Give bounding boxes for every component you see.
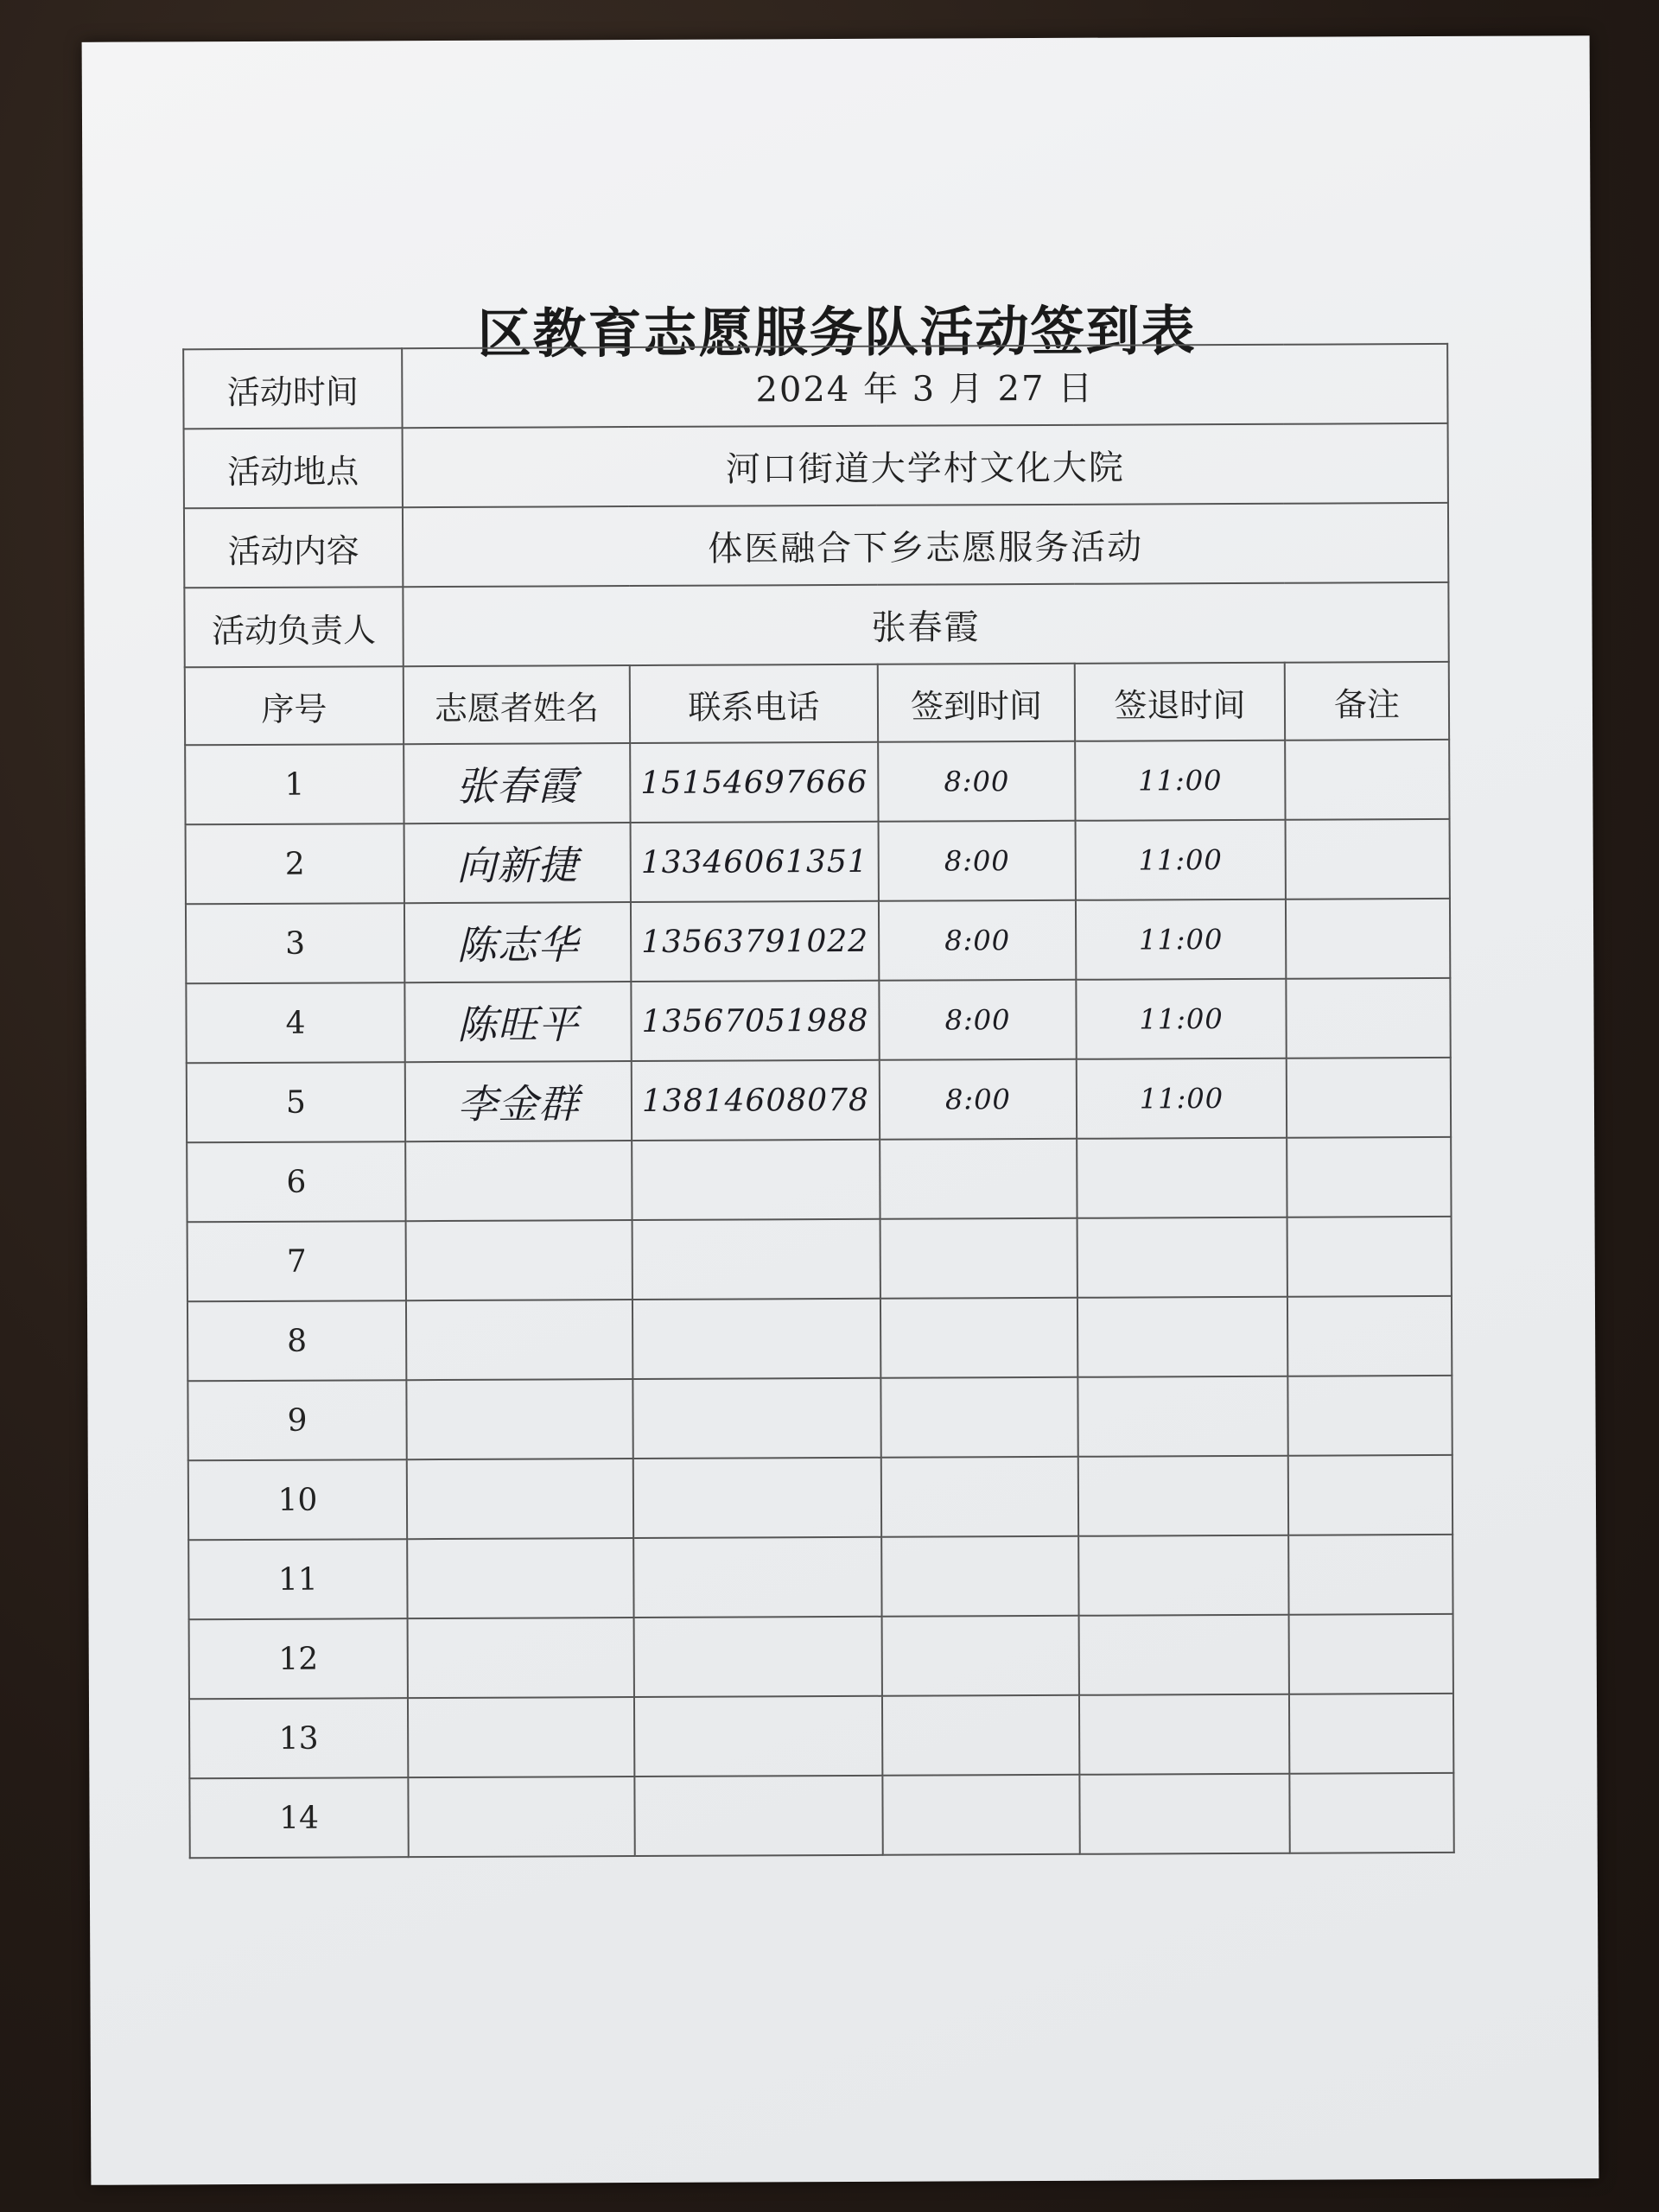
form-title: 区教育志愿服务队活动签到表 <box>477 299 1197 365</box>
column-header: 备注 <box>1285 662 1449 741</box>
row-number: 9 <box>188 1380 406 1460</box>
sign-in-time <box>881 1536 1078 1617</box>
remarks-cell <box>1285 740 1449 820</box>
row-number: 7 <box>188 1221 406 1301</box>
row-number: 5 <box>187 1062 405 1142</box>
volunteer-name-signature <box>408 1697 634 1777</box>
volunteer-name-signature: 张春霞 <box>404 743 630 823</box>
phone-number <box>632 1219 880 1300</box>
sign-out-time <box>1078 1456 1288 1536</box>
row-number: 4 <box>186 982 404 1063</box>
table-row <box>188 1296 1452 1381</box>
volunteer-name-signature <box>405 1141 632 1221</box>
table-row <box>188 1455 1452 1540</box>
sign-in-time <box>882 1775 1079 1855</box>
phone-number: 13346061351 <box>631 822 879 902</box>
phone-number: 13567051988 <box>631 981 879 1061</box>
row-number: 13 <box>189 1698 408 1778</box>
table-row <box>186 978 1450 1063</box>
row-number: 1 <box>185 744 404 824</box>
sign-in-time <box>880 1377 1077 1458</box>
remarks-cell <box>1287 1217 1452 1297</box>
table-row <box>188 1535 1452 1619</box>
volunteer-name-signature <box>407 1538 633 1618</box>
sign-in-time: 8:00 <box>880 1059 1077 1140</box>
phone-number <box>634 1617 882 1697</box>
table-row <box>188 1376 1452 1460</box>
sign-out-time <box>1078 1535 1288 1616</box>
table-row <box>189 1614 1453 1699</box>
row-number: 3 <box>186 903 404 983</box>
info-label: 活动时间 <box>183 348 402 429</box>
sign-out-time: 11:00 <box>1075 741 1285 821</box>
remarks-cell <box>1286 819 1450 899</box>
remarks-cell <box>1287 1058 1451 1138</box>
remarks-cell <box>1287 1137 1451 1217</box>
info-row-leader <box>184 582 1448 667</box>
table-row <box>187 1137 1451 1222</box>
row-number: 2 <box>186 823 404 904</box>
row-number: 6 <box>187 1141 405 1222</box>
sign-out-time <box>1079 1694 1289 1775</box>
column-header: 签退时间 <box>1075 663 1285 741</box>
sign-in-table <box>182 343 1455 1859</box>
phone-number <box>634 1696 882 1777</box>
sign-in-time <box>882 1616 1079 1696</box>
phone-number: 13814608078 <box>632 1060 880 1141</box>
phone-number <box>632 1299 880 1379</box>
remarks-cell <box>1289 1694 1453 1774</box>
remarks-cell <box>1288 1535 1452 1615</box>
phone-number <box>632 1140 880 1220</box>
phone-number: 15154697666 <box>630 742 878 823</box>
volunteer-name-signature: 向新捷 <box>404 823 631 903</box>
info-value: 2024 年 3 月 27 日 <box>402 344 1447 428</box>
column-header-row <box>185 662 1449 745</box>
sign-out-time: 11:00 <box>1076 820 1286 900</box>
info-label: 活动内容 <box>184 507 403 588</box>
volunteer-name-signature: 李金群 <box>405 1061 632 1141</box>
row-number: 8 <box>188 1300 406 1381</box>
column-header: 签到时间 <box>878 664 1075 742</box>
phone-number <box>633 1458 881 1538</box>
column-header: 序号 <box>185 666 404 745</box>
row-number: 12 <box>189 1618 408 1699</box>
sign-in-time: 8:00 <box>879 900 1076 981</box>
row-number: 11 <box>188 1539 407 1619</box>
volunteer-name-signature <box>406 1220 632 1300</box>
info-row-content <box>184 503 1448 588</box>
info-label: 活动负责人 <box>184 587 403 667</box>
remarks-cell <box>1286 899 1450 979</box>
phone-number: 13563791022 <box>631 901 879 982</box>
info-row-time <box>183 344 1447 429</box>
volunteer-name-signature <box>407 1459 633 1539</box>
sign-in-time <box>880 1298 1077 1378</box>
sign-in-time <box>882 1695 1079 1776</box>
table-row <box>186 819 1450 904</box>
volunteer-name-signature: 陈旺平 <box>404 982 631 1062</box>
phone-number <box>632 1378 880 1459</box>
sign-in-time <box>881 1457 1078 1537</box>
volunteer-name-signature <box>406 1300 632 1380</box>
table-row <box>185 740 1449 824</box>
sign-in-time: 8:00 <box>879 821 1076 901</box>
sign-out-time: 11:00 <box>1076 979 1286 1059</box>
remarks-cell <box>1289 1773 1453 1853</box>
volunteer-name-signature: 陈志华 <box>404 902 631 982</box>
remarks-cell <box>1286 978 1450 1058</box>
column-header: 联系电话 <box>630 664 878 743</box>
volunteer-name-signature <box>408 1618 634 1698</box>
table-row <box>188 1217 1452 1301</box>
volunteer-name-signature <box>406 1379 632 1459</box>
table-row <box>189 1694 1453 1778</box>
sign-out-time: 11:00 <box>1077 1058 1287 1139</box>
phone-number <box>633 1537 881 1618</box>
remarks-cell <box>1288 1455 1452 1535</box>
sign-out-time <box>1079 1774 1289 1854</box>
sign-out-time <box>1079 1615 1289 1695</box>
row-number: 14 <box>189 1777 408 1858</box>
info-value: 体医融合下乡志愿服务活动 <box>403 503 1448 587</box>
sign-out-time <box>1077 1297 1287 1377</box>
info-value: 张春霞 <box>403 582 1448 666</box>
info-label: 活动地点 <box>184 428 403 508</box>
table-row <box>187 1058 1451 1142</box>
table-row <box>186 899 1450 983</box>
sign-in-time <box>880 1139 1077 1219</box>
sign-out-time <box>1077 1138 1287 1218</box>
sign-in-sheet-paper <box>82 35 1599 2185</box>
remarks-cell <box>1287 1376 1452 1456</box>
volunteer-name-signature <box>408 1777 634 1857</box>
sign-out-time <box>1077 1217 1287 1298</box>
info-row-location <box>184 423 1448 508</box>
sign-out-time <box>1077 1376 1287 1457</box>
sign-in-time <box>880 1218 1077 1299</box>
table-row <box>189 1773 1453 1858</box>
row-number: 10 <box>188 1459 407 1540</box>
sign-out-time: 11:00 <box>1076 899 1286 980</box>
remarks-cell <box>1287 1296 1452 1376</box>
remarks-cell <box>1289 1614 1453 1694</box>
info-value: 河口街道大学村文化大院 <box>403 423 1448 507</box>
sign-in-time: 8:00 <box>878 741 1075 822</box>
phone-number <box>634 1776 882 1856</box>
sign-in-time: 8:00 <box>879 980 1076 1060</box>
column-header: 志愿者姓名 <box>404 665 630 744</box>
